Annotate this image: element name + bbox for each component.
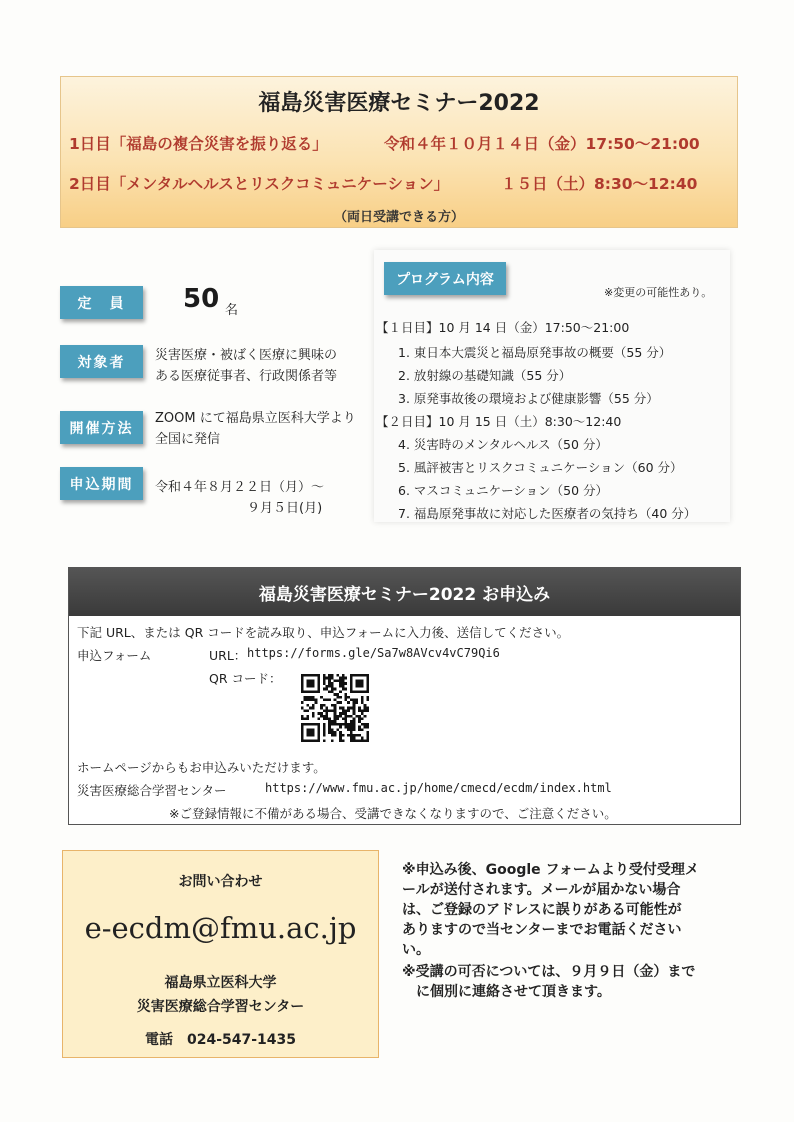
application-intro: 下記 URL、または QR コードを読み取り、申込フォームに入力後、送信してください。 xyxy=(77,625,570,640)
notice-line: い。 xyxy=(402,942,430,958)
form-url-link[interactable]: https://forms.gle/Sa7w8AVcv4vC79Qi6 xyxy=(247,646,500,660)
day1-date: 令和４年１０月１４日（金）17:50〜21:00 xyxy=(384,135,700,153)
url-label: URL： xyxy=(209,648,247,663)
notice-line: ールが送付されます。メールが届かない場合 xyxy=(402,882,681,898)
method-line1: ZOOM にて福島県立医科大学より xyxy=(155,411,356,426)
period-label: 申込期間 xyxy=(60,467,143,500)
notice-line: ※受講の可否については、９月９日（金）まで xyxy=(402,964,696,980)
homepage-text: ホームページからもお申込みいただけます。 xyxy=(77,760,326,775)
program-title: プログラム内容 xyxy=(384,262,506,295)
day1-label: 1日目「福島の複合災害を振り返る」 xyxy=(69,135,328,153)
program-day2-header: 【２日目】10 月 15 日（土）8:30〜12:40 xyxy=(376,414,622,429)
attendance-note: （両日受講できる方） xyxy=(333,210,464,225)
program-item: 4. 災害時のメンタルヘルス（50 分） xyxy=(398,437,608,452)
target-line2: ある医療従事者、行政関係者等 xyxy=(155,369,338,384)
program-item: 6. マスコミュニケーション（50 分） xyxy=(398,483,609,498)
contact-org2: 災害医療総合学習センター xyxy=(136,999,305,1015)
seminar-title: 福島災害医療セミナー2022 xyxy=(258,91,540,116)
header-banner xyxy=(60,76,738,228)
method-line2: 全国に発信 xyxy=(155,432,221,447)
period-line1: 令和４年８月２２日（月）〜 xyxy=(155,480,325,495)
contact-phone: 電話 024-547-1435 xyxy=(144,1032,297,1048)
period-line2: ９月５日(月) xyxy=(247,501,323,516)
contact-org1: 福島県立医科大学 xyxy=(164,975,277,991)
notice-line: に個別に連絡させて頂きます。 xyxy=(416,984,611,1000)
notice-line: ありますので当センターまでお電話ください xyxy=(402,922,682,938)
program-item: 3. 原発事故後の環境および健康影響（55 分） xyxy=(398,391,659,406)
application-box xyxy=(68,567,741,825)
registration-warning: ※ご登録情報に不備がある場合、受講できなくなりますので、ご注意ください。 xyxy=(169,806,617,821)
program-change-note: ※変更の可能性あり。 xyxy=(604,286,713,299)
program-item: 1. 東日本大震災と福島原発事故の概要（55 分） xyxy=(398,345,672,360)
center-url-link[interactable]: https://www.fmu.ac.jp/home/cmecd/ecdm/index.html xyxy=(265,781,612,795)
notice-line: ※申込み後、Google フォームより受付受理メ xyxy=(402,862,699,878)
qr-code[interactable] xyxy=(301,674,369,742)
target-line1: 災害医療・被ばく医療に興味の xyxy=(155,348,338,363)
contact-title: お問い合わせ xyxy=(178,874,263,890)
day2-date: １５日（土）8:30〜12:40 xyxy=(501,175,698,193)
contact-email-link[interactable]: e-ecdm@fmu.ac.jp xyxy=(84,911,357,945)
method-label: 開催方法 xyxy=(60,411,143,444)
capacity-label: 定 員 xyxy=(60,286,143,319)
program-day1-header: 【１日目】10 月 14 日（金）17:50〜21:00 xyxy=(376,320,630,335)
form-label: 申込フォーム xyxy=(77,648,152,663)
capacity-unit: 名 xyxy=(225,303,239,318)
day2-label: 2日目「メンタルヘルスとリスクコミュニケーション」 xyxy=(69,175,450,193)
target-label: 対象者 xyxy=(60,345,143,378)
contact-box xyxy=(62,850,379,1058)
notice-line: は、ご登録のアドレスに誤りがある可能性が xyxy=(402,902,682,918)
program-item: 7. 福島原発事故に対応した医療者の気持ち（40 分） xyxy=(398,506,697,521)
capacity-value: 50 xyxy=(183,284,220,314)
program-item: 2. 放射線の基礎知識（55 分） xyxy=(398,368,572,383)
program-item: 5. 風評被害とリスクコミュニケーション（60 分） xyxy=(398,460,683,475)
application-title: 福島災害医療セミナー2022 お申込み xyxy=(69,568,740,616)
program-panel xyxy=(374,250,730,522)
qr-label: QR コード： xyxy=(209,671,282,686)
center-label: 災害医療総合学習センター xyxy=(77,783,227,798)
